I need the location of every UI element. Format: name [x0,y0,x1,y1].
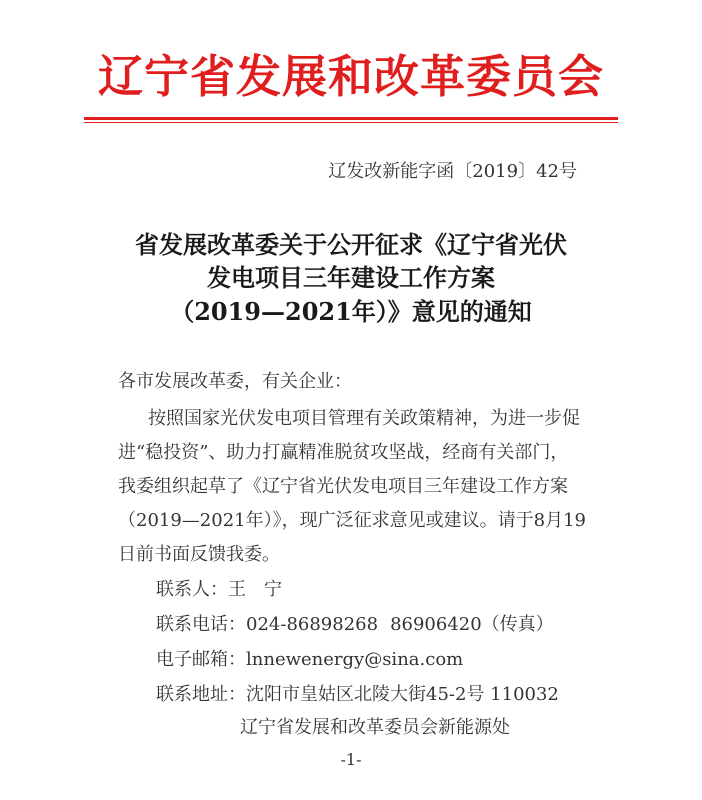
contact-email-value: lnnewenergy@sina.com [246,649,464,670]
paragraph-line: 日前书面反馈我委。 [118,544,280,565]
notice-title-line-3: （2019—2021年）》意见的通知 [170,297,532,326]
contact-fax-value: 86906420（传真） [390,614,554,635]
contact-email-label: 电子邮箱： [156,649,246,670]
paragraph-line: （2019—2021年）》，现广泛征求意见或建议。请于8月19 [118,510,586,531]
org-title: 辽宁省发展和改革委员会 [97,50,604,103]
contact-phone-label: 联系电话： [156,614,246,635]
contact-person-value: 王 宁 [228,579,282,600]
document-number: 辽发改新能字函〔2019〕42号 [328,161,577,182]
paragraph-line: 进“稳投资”、助力打赢精准脱贫攻坚战，经商有关部门， [118,442,569,463]
notice-title-line-1: 省发展改革委关于公开征求《辽宁省光伏 [135,230,567,259]
signature: 辽宁省发展和改革委员会新能源处 [240,717,510,738]
notice-title-line-2: 发电项目三年建设工作方案 [207,263,495,292]
paragraph-line: 我委组织起草了《辽宁省光伏发电项目三年建设工作方案 [118,476,568,497]
header-rule-thick [84,117,618,120]
page-number: -1- [340,750,362,769]
contact-phone-value: 024-86898268 [246,614,379,635]
contact-address [156,680,559,706]
contact-person-label: 联系人： [156,579,228,600]
contact-phone [156,610,554,636]
salutation: 各市发展改革委，有关企业： [118,371,352,392]
paragraph-line: 按照国家光伏发电项目管理有关政策精神，为进一步促 [148,408,580,429]
contact-address-value: 沈阳市皇姑区北陵大街45-2号 110032 [246,684,559,705]
contact-address-label: 联系地址： [156,684,246,705]
contact-email [156,645,463,671]
contact-person [156,575,282,601]
header-rule-thin [84,122,618,123]
